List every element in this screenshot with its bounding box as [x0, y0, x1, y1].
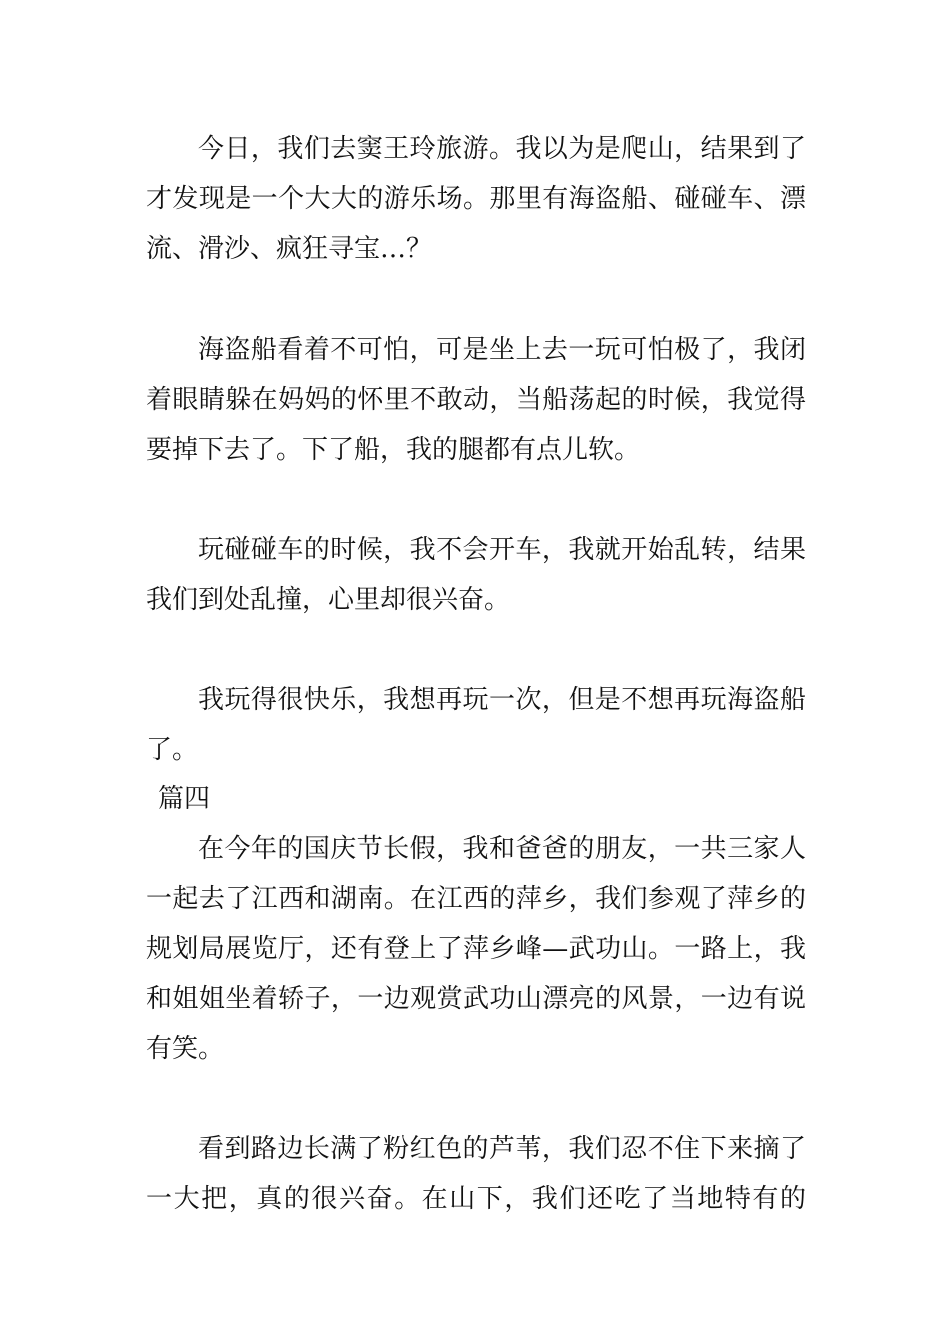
- paragraph-5-line-5: 有笑。: [146, 1034, 225, 1064]
- paragraph-6-line-1: 看到路边长满了粉红色的芦苇，我们忍不住下来摘了: [198, 1134, 806, 1164]
- paragraph-4-line-2: 了。: [146, 735, 199, 765]
- paragraph-6-line-2: 一大把，真的很兴奋。在山下，我们还吃了当地特有的: [146, 1184, 806, 1214]
- paragraph-1-line-2: 才发现是一个大大的游乐场。那里有海盗船、碰碰车、漂: [146, 184, 806, 214]
- section-heading: 篇四: [158, 784, 211, 814]
- paragraph-4-line-1: 我玩得很快乐，我想再玩一次，但是不想再玩海盗船: [198, 685, 806, 715]
- paragraph-2-line-3: 要掉下去了。下了船，我的腿都有点儿软。: [146, 435, 641, 465]
- paragraph-5-line-2: 一起去了江西和湖南。在江西的萍乡，我们参观了萍乡的: [146, 884, 806, 914]
- paragraph-5-line-4: 和姐姐坐着轿子，一边观赏武功山漂亮的风景，一边有说: [146, 984, 806, 1014]
- paragraph-2-line-2: 着眼睛躲在妈妈的怀里不敢动，当船荡起的时候，我觉得: [146, 385, 806, 415]
- paragraph-5-line-3: 规划局展览厅，还有登上了萍乡峰—武功山。一路上，我: [146, 934, 806, 964]
- paragraph-5-line-1: 在今年的国庆节长假，我和爸爸的朋友，一共三家人: [198, 834, 806, 864]
- paragraph-3-line-1: 玩碰碰车的时候，我不会开车，我就开始乱转，结果: [198, 535, 806, 565]
- paragraph-2-line-1: 海盗船看着不可怕，可是坐上去一玩可怕极了，我闭: [198, 335, 806, 365]
- paragraph-1-line-1: 今日，我们去窦王玲旅游。我以为是爬山，结果到了: [198, 134, 806, 164]
- paragraph-1-line-3: 流、滑沙、疯狂寻宝…？: [146, 234, 433, 264]
- paragraph-3-line-2: 我们到处乱撞，心里却很兴奋。: [146, 585, 511, 615]
